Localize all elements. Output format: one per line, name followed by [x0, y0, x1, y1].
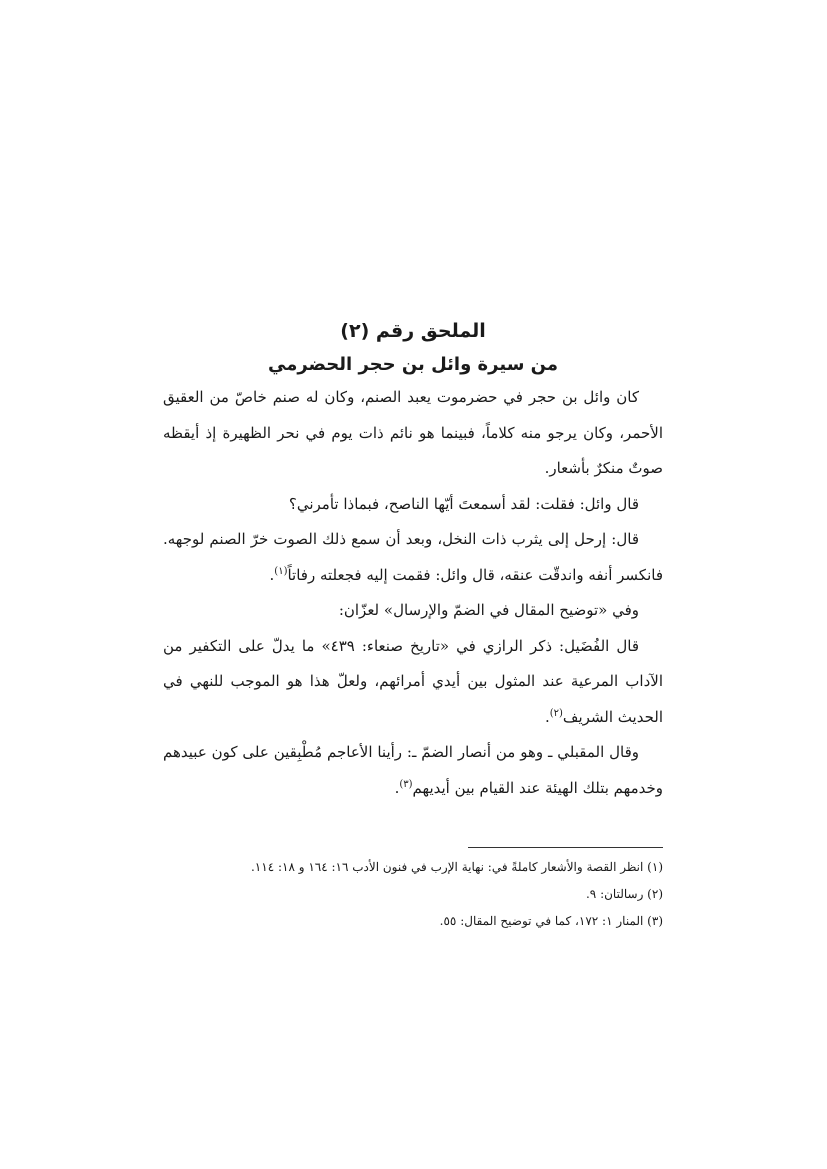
paragraph: قال وائل: فقلت: لقد أسمعتَ أيّها الناصح، فبماذا تأمرني؟	[288, 494, 639, 513]
footnote-2: (٢) رسالتان: ٩.	[585, 887, 663, 901]
footnote-ref-2: (٢)	[549, 707, 563, 719]
footnote-ref-1: (١)	[274, 565, 288, 577]
paragraph-text: قال الفُضَيل: ذكر الرازي في «تاريخ صنعاء: ٤٣٩» ما يدلّ على التكفير من الآداب المرعية عند المثول بين أيدي أمرائهم، ولعلّ هذا هو الموجب للنهي في الحديث الشريف	[163, 636, 663, 726]
paragraph-text: قال: إرحل إلى يثرب ذات النخل، وبعد أن سمع ذلك الصوت خرّ الصنم لوجهه. فانكسر أنفه واندقّت عنقه، قال وائل: فقمت إليه فجعلته رفاتاً	[163, 530, 663, 584]
end-mark: .	[269, 565, 275, 584]
footnote-3: (٣) المنار ١: ١٧٢، كما في توضيح المقال: ٥٥.	[439, 914, 663, 928]
footnote-1: (١) انظر القصة والأشعار كاملةً في: نهاية الإرب في فنون الأدب ١٦: ١٦٤ و ١٨: ١١٤.	[250, 860, 663, 874]
footnotes	[163, 854, 663, 935]
footnote-separator	[468, 847, 663, 848]
section-subtitle: من سيرة وائل بن حجر الحضرمي	[267, 354, 559, 375]
appendix-title: الملحق رقم (٢)	[340, 320, 486, 342]
end-mark: .	[544, 707, 550, 726]
paragraph: وفي «توضيح المقال في الضمّ والإرسال» لعزّان:	[338, 601, 639, 619]
paragraph	[163, 735, 663, 806]
paragraph	[163, 522, 663, 593]
paragraph-text: وقال المقبلي ـ وهو من أنصار الضمّ ـ: رأينا الأعاجم مُطْبِقين على كون عبيدهم وخدمهم بتلك الهيئة عند القيام بين أيديهم	[163, 743, 663, 797]
paragraph	[163, 629, 663, 736]
main-text	[163, 380, 663, 806]
paragraph: كان وائل بن حجر في حضرموت يعبد الصنم، وكان له صنم خاصّ من العقيق الأحمر، وكان يرجو منه كلاماً، فبينما هو نائم ذات يوم في نحر الظهيرة إذ أيقظه صوتٌ منكرٌ بأشعار.	[163, 388, 663, 477]
end-mark: .	[394, 778, 400, 797]
footnote-ref-3: (٣)	[399, 778, 413, 790]
